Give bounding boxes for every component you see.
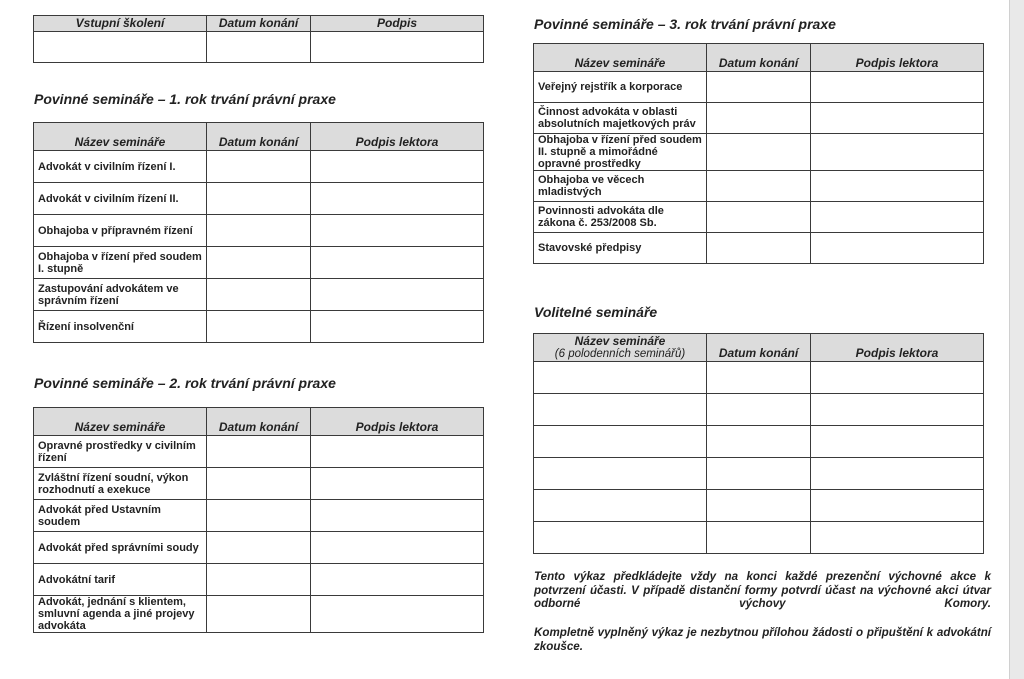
signature-cell[interactable] (311, 247, 484, 279)
seminar-name-cell[interactable] (534, 426, 707, 458)
table-row (534, 458, 984, 490)
header-date: Datum konání (207, 123, 311, 151)
seminar-name-cell[interactable] (534, 490, 707, 522)
section-title-year3: Povinné semináře – 3. rok trvání právní praxe (534, 16, 836, 32)
header-induction: Vstupní školení (34, 16, 207, 32)
header-seminar-name: Název semináře (34, 408, 207, 436)
cell-date[interactable] (207, 32, 311, 63)
date-cell[interactable] (207, 247, 311, 279)
date-cell[interactable] (207, 564, 311, 596)
signature-cell[interactable] (311, 215, 484, 247)
date-cell[interactable] (707, 458, 811, 490)
date-cell[interactable] (707, 426, 811, 458)
seminar-name-cell[interactable] (534, 458, 707, 490)
table-row (34, 311, 484, 343)
header-date: Datum konání (207, 408, 311, 436)
seminar-name-cell[interactable] (534, 522, 707, 554)
table-row (534, 522, 984, 554)
date-cell[interactable] (707, 233, 811, 264)
signature-cell[interactable] (811, 103, 984, 134)
cell-induction[interactable] (34, 32, 207, 63)
seminar-name-cell[interactable] (534, 362, 707, 394)
date-cell[interactable] (207, 279, 311, 311)
date-cell[interactable] (207, 596, 311, 633)
table-row (34, 183, 484, 215)
date-cell[interactable] (207, 532, 311, 564)
date-cell[interactable] (707, 394, 811, 426)
seminar-name: Činnost advokáta v oblasti absolutních majetkových práv (534, 103, 707, 134)
seminar-name: Advokát před správními soudy (34, 532, 207, 564)
table-row (34, 436, 484, 468)
induction-table (33, 15, 484, 63)
signature-cell[interactable] (811, 134, 984, 171)
header-lecturer-signature: Podpis lektora (311, 123, 484, 151)
date-cell[interactable] (207, 436, 311, 468)
seminar-name: Advokát v civilním řízení II. (34, 183, 207, 215)
table-row (534, 233, 984, 264)
date-cell[interactable] (207, 500, 311, 532)
table-row (534, 490, 984, 522)
date-cell[interactable] (207, 311, 311, 343)
section-title-year1: Povinné semináře – 1. rok trvání právní praxe (34, 91, 336, 107)
header-seminar-name (534, 334, 707, 362)
date-cell[interactable] (707, 522, 811, 554)
seminar-name: Veřejný rejstřík a korporace (534, 72, 707, 103)
seminar-name: Advokát v civilním řízení I. (34, 151, 207, 183)
seminar-name: Obhajoba v přípravném řízení (34, 215, 207, 247)
table-row (34, 468, 484, 500)
date-cell[interactable] (707, 202, 811, 233)
date-cell[interactable] (707, 72, 811, 103)
signature-cell[interactable] (311, 500, 484, 532)
header-date: Datum konání (707, 334, 811, 362)
signature-cell[interactable] (811, 233, 984, 264)
date-cell[interactable] (707, 103, 811, 134)
seminar-name: Obhajoba ve věcech mladistvých (534, 171, 707, 202)
signature-cell[interactable] (311, 596, 484, 633)
date-cell[interactable] (707, 362, 811, 394)
signature-cell[interactable] (311, 279, 484, 311)
elective-table (533, 333, 984, 554)
table-row (534, 134, 984, 171)
table-row (34, 247, 484, 279)
signature-cell[interactable] (311, 183, 484, 215)
table-row (34, 279, 484, 311)
table-row (34, 532, 484, 564)
signature-cell[interactable] (311, 311, 484, 343)
header-lecturer-signature: Podpis lektora (811, 334, 984, 362)
signature-cell[interactable] (811, 72, 984, 103)
signature-cell[interactable] (811, 522, 984, 554)
table-row (534, 103, 984, 134)
seminar-name: Povinnosti advokáta dle zákona č. 253/2008 Sb. (534, 202, 707, 233)
signature-cell[interactable] (811, 362, 984, 394)
header-date: Datum konání (707, 44, 811, 72)
year3-table (533, 43, 984, 264)
table-row (534, 426, 984, 458)
seminar-name: Obhajoba v řízení před soudem II. stupně a mimořádné opravné prostředky (534, 134, 707, 171)
table-row (534, 362, 984, 394)
seminar-name: Advokátní tarif (34, 564, 207, 596)
seminar-name: Advokát, jednání s klientem, smluvní agenda a jiné projevy advokáta (34, 596, 207, 633)
header-seminar-name-label: Název semináře (574, 334, 666, 348)
seminar-name: Obhajoba v řízení před soudem I. stupně (34, 247, 207, 279)
date-cell[interactable] (207, 151, 311, 183)
table-row (34, 151, 484, 183)
seminar-name: Zvláštní řízení soudní, výkon rozhodnutí a exekuce (34, 468, 207, 500)
signature-cell[interactable] (811, 171, 984, 202)
seminar-name: Advokát před Ustavním soudem (34, 500, 207, 532)
table-row (34, 500, 484, 532)
signature-cell[interactable] (311, 436, 484, 468)
year2-table (33, 407, 484, 633)
header-date: Datum konání (207, 16, 311, 32)
signature-cell[interactable] (811, 202, 984, 233)
table-row (534, 72, 984, 103)
note-attachment: Kompletně vyplněný výkaz je nezbytnou přílohou žádosti o připuštění k advokátní zkoušce. (534, 626, 991, 653)
date-cell[interactable] (207, 215, 311, 247)
section-title-elective: Volitelné semináře (534, 304, 658, 320)
header-seminar-name: Název semináře (534, 44, 707, 72)
seminar-name: Opravné prostředky v civilním řízení (34, 436, 207, 468)
seminar-name: Řízení insolvenční (34, 311, 207, 343)
date-cell[interactable] (707, 171, 811, 202)
table-row (534, 171, 984, 202)
cell-signature[interactable] (311, 32, 484, 63)
section-title-year2: Povinné semináře – 2. rok trvání právní praxe (34, 375, 336, 391)
date-cell[interactable] (707, 490, 811, 522)
date-cell[interactable] (207, 183, 311, 215)
header-seminar-name-sub: (6 polodenních seminářů) (554, 348, 686, 360)
table-row (34, 564, 484, 596)
header-lecturer-signature: Podpis lektora (811, 44, 984, 72)
signature-cell[interactable] (311, 468, 484, 500)
signature-cell[interactable] (811, 426, 984, 458)
table-row (34, 215, 484, 247)
table-row (534, 394, 984, 426)
signature-cell[interactable] (311, 532, 484, 564)
signature-cell[interactable] (311, 564, 484, 596)
header-lecturer-signature: Podpis lektora (311, 408, 484, 436)
signature-cell[interactable] (811, 490, 984, 522)
date-cell[interactable] (707, 134, 811, 171)
signature-cell[interactable] (811, 394, 984, 426)
table-row (34, 596, 484, 633)
seminar-name-cell[interactable] (534, 394, 707, 426)
date-cell[interactable] (207, 468, 311, 500)
note-submission: Tento výkaz předkládejte vždy na konci každé prezenční výchovné akce k potvrzení účasti. V případě distanční formy potvrdí účast na výchovné akci útvar odborné výchovy Komory. (534, 570, 991, 610)
signature-cell[interactable] (311, 151, 484, 183)
seminar-name: Zastupování advokátem ve správním řízení (34, 279, 207, 311)
page-edge-scrollbar (1009, 0, 1024, 679)
header-signature: Podpis (311, 16, 484, 32)
year1-table (33, 122, 484, 343)
seminar-name: Stavovské předpisy (534, 233, 707, 264)
header-seminar-name: Název semináře (34, 123, 207, 151)
signature-cell[interactable] (811, 458, 984, 490)
table-row (534, 202, 984, 233)
